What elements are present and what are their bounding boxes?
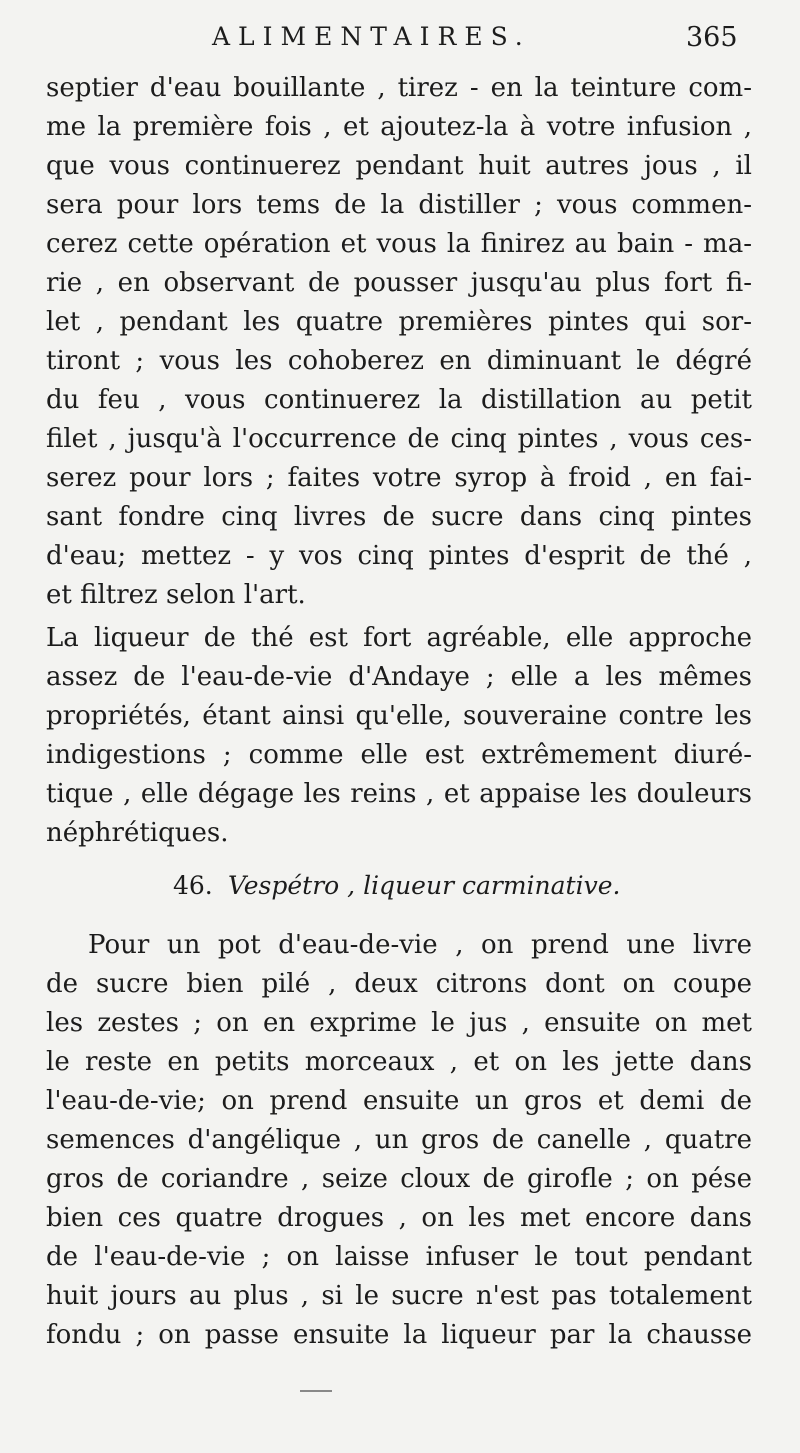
page-header bbox=[0, 22, 800, 58]
text-line: La liqueur de thé est fort agréable, elle approche bbox=[46, 623, 752, 653]
text-line: fondu ; on passe ensuite la liqueur par la chausse bbox=[46, 1320, 752, 1350]
text-line: sera pour lors tems de la distiller ; vous commen- bbox=[46, 190, 752, 220]
text-line: et filtrez selon l'art. bbox=[46, 580, 306, 610]
text-line: semences d'angélique , un gros de canelle , quatre bbox=[46, 1125, 752, 1155]
text-line: gros de coriandre , seize cloux de girofle ; on pése bbox=[46, 1164, 752, 1194]
text-line: de l'eau-de-vie ; on laisse infuser le tout pendant bbox=[46, 1242, 752, 1272]
text-line: let , pendant les quatre premières pintes qui sor- bbox=[46, 307, 752, 337]
text-line: septier d'eau bouillante , tirez - en la teinture com- bbox=[46, 73, 752, 103]
text-line: indigestions ; comme elle est extrêmement diuré- bbox=[46, 740, 752, 770]
text-line: d'eau; mettez - y vos cinq pintes d'esprit de thé , bbox=[46, 541, 752, 571]
text-line: le reste en petits morceaux , et on les jette dans bbox=[46, 1047, 752, 1077]
text-line: que vous continuerez pendant huit autres jous , il bbox=[46, 151, 752, 181]
text-line: rie , en observant de pousser jusqu'au plus fort fi- bbox=[46, 268, 752, 298]
text-line: l'eau-de-vie; on prend ensuite un gros et demi de bbox=[46, 1086, 752, 1116]
text-line: du feu , vous continuerez la distillation au petit bbox=[46, 385, 752, 415]
text-line: les zestes ; on en exprime le jus , ensuite on met bbox=[46, 1008, 752, 1038]
text-line: tique , elle dégage les reins , et appaise les douleurs bbox=[46, 779, 752, 809]
section-number: 46. bbox=[173, 871, 213, 900]
text-line: propriétés, étant ainsi qu'elle, souveraine contre les bbox=[46, 701, 752, 731]
text-line: bien ces quatre drogues , on les met encore dans bbox=[46, 1203, 752, 1233]
text-line: sant fondre cinq livres de sucre dans cinq pintes bbox=[46, 502, 752, 532]
text-line: néphrétiques. bbox=[46, 818, 229, 848]
text-line: me la première fois , et ajoutez-la à votre infusion , bbox=[46, 112, 752, 142]
text-line: tiront ; vous les cohoberez en diminuant le dégré bbox=[46, 346, 752, 376]
text-line: huit jours au plus , si le sucre n'est pas totalement bbox=[46, 1281, 752, 1311]
text-line: cerez cette opération et vous la finirez au bain - ma- bbox=[46, 229, 752, 259]
text-line: serez pour lors ; faites votre syrop à froid , en fai- bbox=[46, 463, 752, 493]
text-line: de sucre bien pilé , deux citrons dont on coupe bbox=[46, 969, 752, 999]
section-heading bbox=[0, 866, 800, 906]
section-title: Vespétro , liqueur carminative. bbox=[228, 871, 621, 900]
page-ornament bbox=[300, 1390, 332, 1392]
text-line: assez de l'eau-de-vie d'Andaye ; elle a les mêmes bbox=[46, 662, 752, 692]
page-number: 365 bbox=[686, 22, 738, 53]
text-line: Pour un pot d'eau-de-vie , on prend une livre bbox=[88, 930, 752, 960]
text-line: filet , jusqu'à l'occurrence de cinq pintes , vous ces- bbox=[46, 424, 752, 454]
running-head: ALIMENTAIRES. bbox=[212, 22, 531, 51]
